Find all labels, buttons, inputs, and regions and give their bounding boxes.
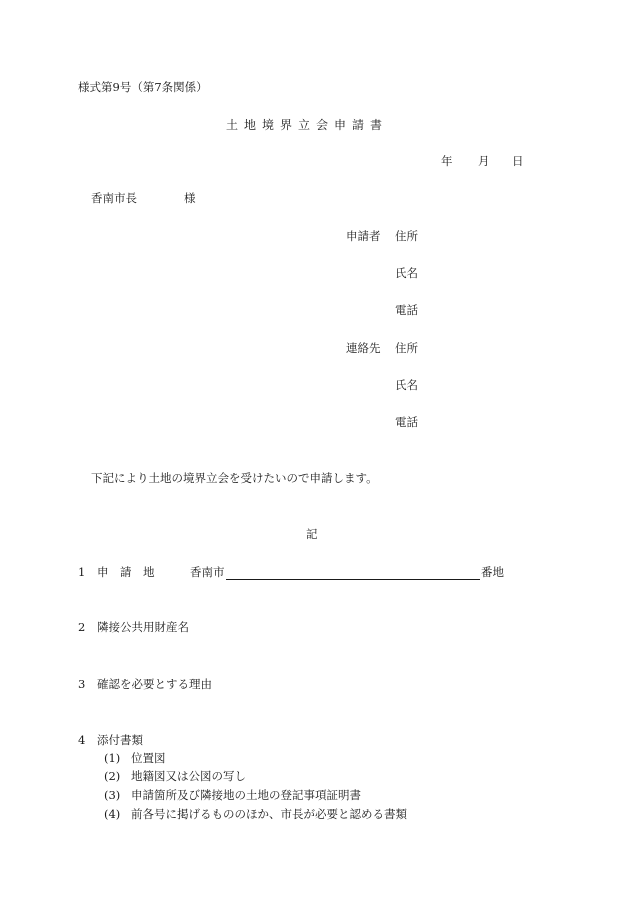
- item2-label: 隣接公共用財産名: [97, 620, 189, 634]
- item1-underline: [226, 579, 480, 580]
- date-day: 日: [512, 154, 524, 168]
- addressee-honorific: 様: [184, 191, 196, 205]
- item4-label: 添付書類: [97, 733, 143, 747]
- applicant-address-label: 住所: [395, 229, 418, 243]
- request-sentence: 下記により土地の境界立会を受けたいので申請します。: [91, 471, 378, 485]
- contact-name-label: 氏名: [395, 378, 418, 392]
- page-title: 土地境界立会申請書: [226, 118, 389, 132]
- doc-item-1-text: 位置図: [131, 751, 166, 765]
- ki-heading: 記: [306, 527, 318, 541]
- doc-item-1-num: (1): [104, 751, 121, 765]
- form-number: 様式第9号（第7条関係）: [78, 80, 208, 94]
- item4-number: 4: [78, 733, 86, 747]
- item3-label: 確認を必要とする理由: [97, 677, 212, 691]
- date-month: 月: [478, 154, 490, 168]
- doc-item-3-num: (3): [104, 788, 121, 802]
- item1-city: 香南市: [190, 565, 225, 579]
- contact-phone-label: 電話: [395, 415, 418, 429]
- applicant-label: 申請者: [346, 229, 381, 243]
- contact-label: 連絡先: [346, 341, 381, 355]
- item2-number: 2: [78, 620, 86, 634]
- item3-number: 3: [78, 677, 86, 691]
- addressee-name: 香南市長: [91, 191, 137, 205]
- doc-item-4-text: 前各号に掲げるもののほか、市長が必要と認める書類: [131, 807, 407, 821]
- contact-address-label: 住所: [395, 341, 418, 355]
- applicant-name-label: 氏名: [395, 266, 418, 280]
- doc-item-3-text: 申請箇所及び隣接地の土地の登記事項証明書: [131, 788, 361, 802]
- item1-number: 1: [78, 565, 86, 579]
- item1-suffix: 番地: [481, 565, 504, 579]
- item1-label: 申 請 地: [97, 565, 155, 579]
- doc-item-4-num: (4): [104, 807, 121, 821]
- applicant-phone-label: 電話: [395, 303, 418, 317]
- doc-item-2-num: (2): [104, 769, 121, 783]
- date-year: 年: [441, 154, 453, 168]
- doc-item-2-text: 地籍図又は公図の写し: [131, 769, 246, 783]
